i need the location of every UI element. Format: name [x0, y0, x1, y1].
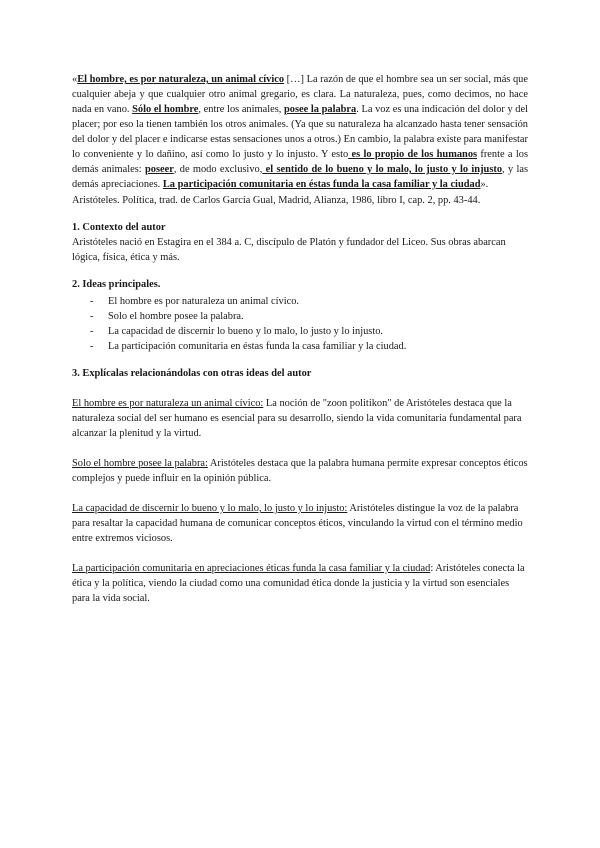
list-item: [72, 294, 528, 309]
explanation-paragraph: [72, 561, 528, 606]
quote-text-10: , de modo exclusivo,: [173, 164, 263, 175]
list-item-text: Solo el hombre posee la palabra.: [108, 311, 244, 322]
section-2-heading: 2. Ideas principales.: [72, 279, 161, 290]
list-item-text: La capacidad de discernir lo bueno y lo malo, lo justo y lo injusto.: [108, 326, 384, 337]
explanation-text: : Aristóteles conecta la ética y la política, viendo la ciudad como una comunidad ética donde la justicia y la virtud son esenciales para la vida social.: [72, 563, 525, 604]
quote-highlight-11: el sentido de lo bueno y lo malo, lo justo y lo injusto: [262, 164, 503, 175]
quote-highlight-7: es lo propio de los humanos: [348, 149, 478, 160]
explanation-lead: Solo el hombre posee la palabra:: [72, 458, 208, 469]
list-item: [72, 339, 528, 354]
quote-paragraph: [72, 72, 528, 192]
explanation-lead: El hombre es por naturaleza un animal cívico:: [72, 398, 264, 409]
quote-highlight-3: Sólo el hombre: [132, 104, 199, 115]
bullet-dash: -: [90, 311, 94, 322]
quote-text-12: , y las demás apreciaciones.: [72, 164, 529, 190]
explanation-lead: La capacidad de discernir lo bueno y lo malo, lo justo y lo injusto:: [72, 503, 348, 514]
document-content: [72, 72, 528, 606]
explanation-text: La noción de "zoon politikon" de Aristóteles destaca que la naturaleza social del ser humano es esencial para su desarrollo, siendo la vida comunitaria fundamental para alcanzar la plenitud y la virtud.: [72, 398, 522, 439]
quote-highlight-5: posee la palabra: [284, 104, 357, 115]
section-1-text: Aristóteles nació en Estagira en el 384 a. C, discípulo de Platón y fundador del Liceo. Sus obras abarcan lógica, física, ética y más.: [72, 237, 506, 263]
ideas-list: [72, 294, 528, 354]
list-item: [72, 324, 528, 339]
list-item-text: El hombre es por naturaleza un animal cívico.: [108, 296, 299, 307]
section-3-heading: 3. Explícalas relacionándolas con otras ideas del autor: [72, 368, 312, 379]
quote-text-6: . La voz es una indicación del dolor y del placer; por eso la tienen también los otros animales. (Ya que su naturaleza ha alcanzado hasta tener sensación del dolor y del placer e indicarse estas sensaciones unos a otros.) En cambio, la palabra existe para manifestar lo conveniente y lo dañino, así como lo justo y lo injusto. Y esto: [72, 104, 528, 160]
citation: Aristóteles. Política, trad. de Carlos García Gual, Madrid, Alianza, 1986, libro I, cap. 2, pp. 43-44.: [72, 195, 481, 206]
quote-close: ».: [480, 179, 489, 190]
quote-highlight-1: El hombre, es por naturaleza, un animal cívico: [77, 74, 285, 85]
bullet-dash: -: [90, 296, 94, 307]
quote-text-8: frente a los demás animales:: [72, 149, 528, 175]
bullet-dash: -: [90, 326, 94, 337]
bullet-dash: -: [90, 341, 94, 352]
explanation-text: Aristóteles distingue la voz de la palabra para resaltar la capacidad humana de comunicar conceptos éticos, vinculando la virtud con el término medio entre extremos viciosos.: [72, 503, 523, 544]
explanation-lead: La participación comunitaria en apreciaciones éticas funda la casa familiar y la ciudad: [72, 563, 431, 574]
quote-open: «: [72, 74, 78, 85]
explanation-text: Aristóteles destaca que la palabra humana permite expresar conceptos éticos complejos y puede influir en la opinión pública.: [72, 458, 528, 484]
quote-highlight-13: La participación comunitaria en éstas funda la casa familiar y la ciudad: [162, 179, 481, 190]
explanation-paragraph: [72, 396, 528, 441]
explanation-paragraph: [72, 501, 528, 546]
quote-text-4: , entre los animales,: [198, 104, 284, 115]
list-item-text: La participación comunitaria en éstas funda la casa familiar y la ciudad.: [108, 341, 407, 352]
list-item: [72, 309, 528, 324]
quote-text-2: […] La razón de que el hombre sea un ser social, más que cualquier abeja y que cualquier otro animal gregario, es clara. La naturaleza, pues, como decimos, no hace nada en vano.: [72, 74, 528, 115]
section-1-heading: 1. Contexto del autor: [72, 222, 166, 233]
quote-highlight-9: poseer: [145, 164, 174, 175]
explanation-paragraph: [72, 456, 528, 486]
